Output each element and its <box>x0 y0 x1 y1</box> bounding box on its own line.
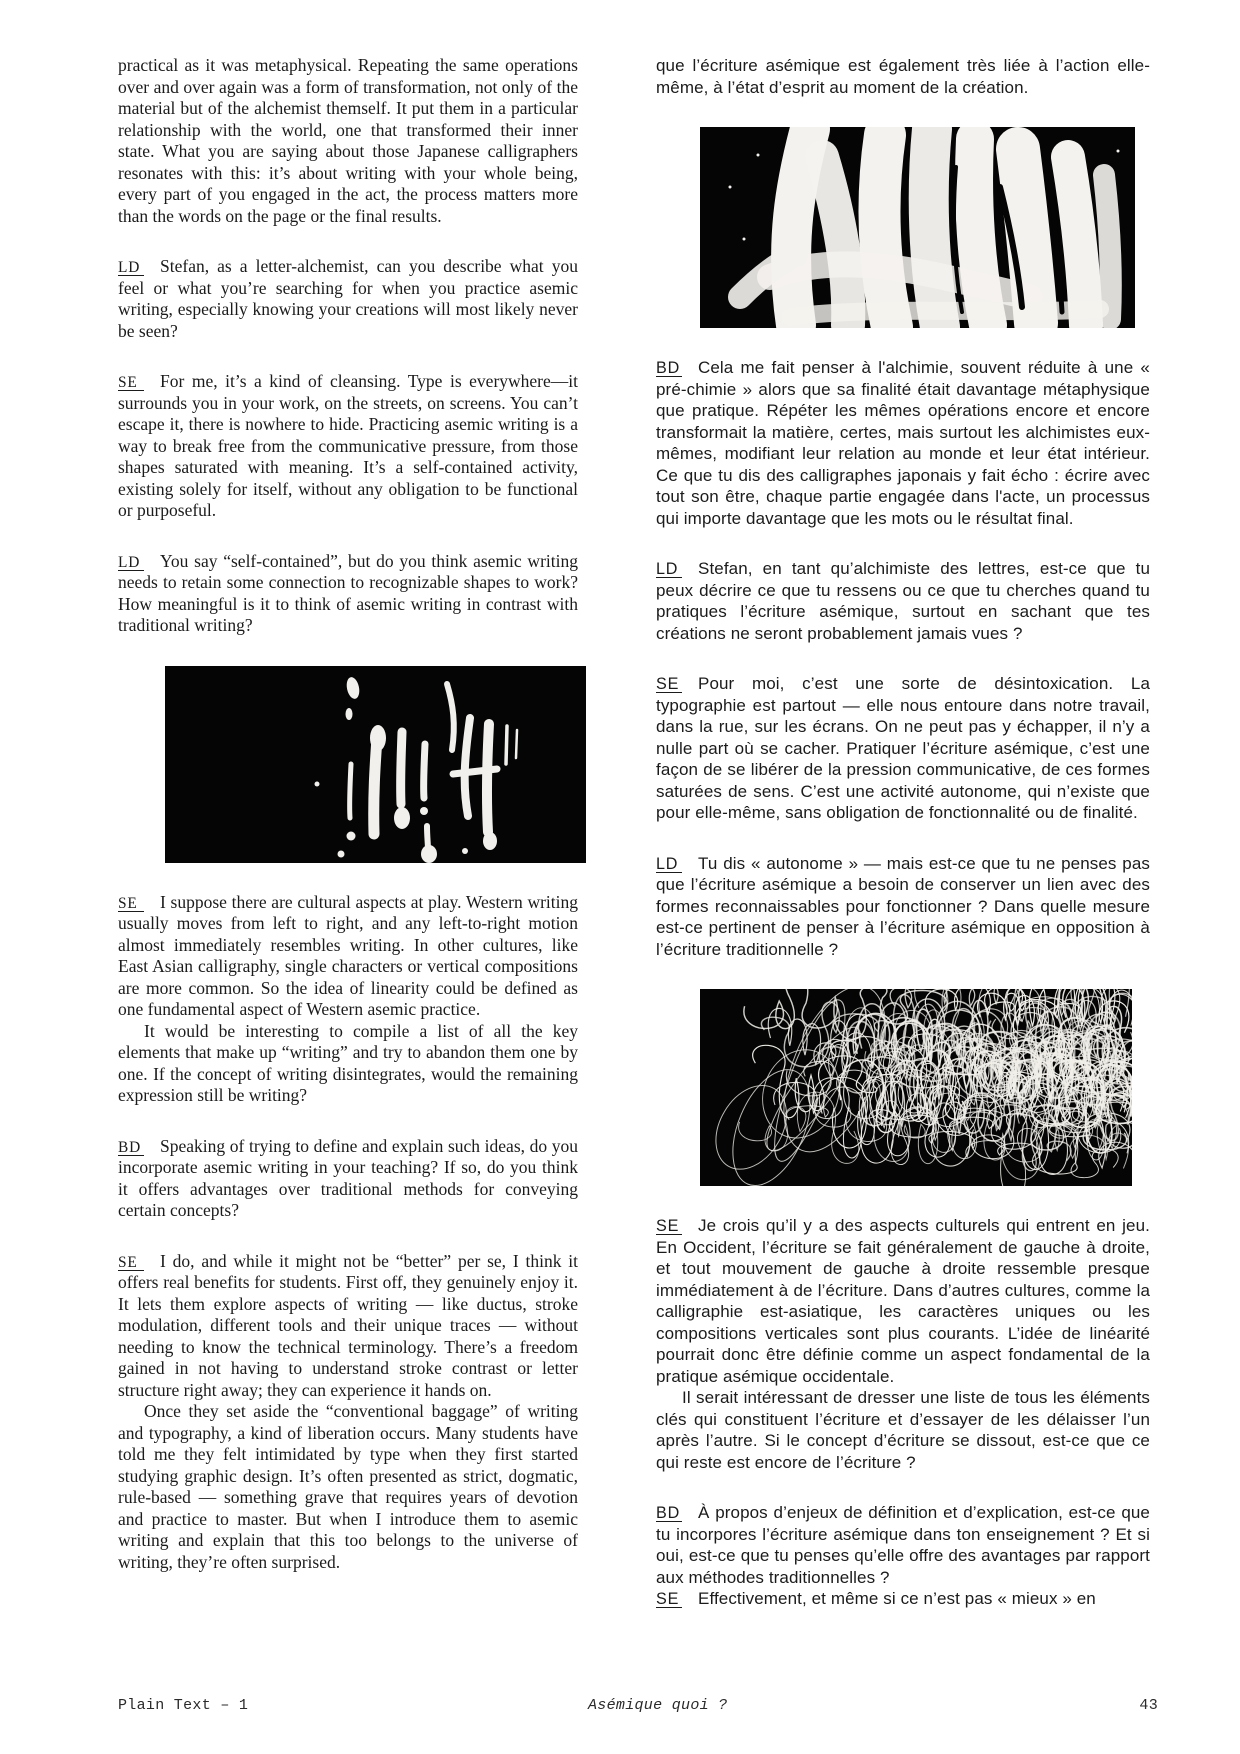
question-ld-fr-2 <box>656 853 1150 961</box>
question-ld-2 <box>118 551 578 637</box>
question-text: À propos d’enjeux de définition et d’explication, est-ce que tu incorpores l’écriture asémique dans ton enseignement ? Et si oui, est-ce que tu penses qu’elle offre des avantages par rapport aux méthodes traditionnelles ? <box>656 1503 1150 1587</box>
speaker-label-se: SE <box>118 375 144 391</box>
speaker-label-bd: BD <box>118 1140 144 1156</box>
body-text <box>656 1215 1150 1387</box>
body-text: It would be interesting to compile a list of all the key elements that make up “writing” and try to abandon them one by one. If the concept of writing disintegrates, would the remaining expression still be writing? <box>118 1020 578 1105</box>
body-text <box>656 558 1150 644</box>
body-text <box>118 551 578 637</box>
figure-ink-drips <box>165 666 578 863</box>
question-text: Tu dis « autonome » — mais est-ce que tu ne penses pas que l’écriture asémique a besoin de conserver un lien avec des formes reconnaissables pour fonctionner ? Dans quelle mesure est-ce pertinent de penser à l’écriture asémique en opposition à l’écriture traditionnelle ? <box>656 853 1150 959</box>
speaker-label-ld: LD <box>656 561 682 578</box>
answer-text: I suppose there are cultural aspects at play. Western writing usually moves from left to right, and any left-to-right motion almost immediately resembles writing. In other cultures, like East Asian calligraphy, single characters or vertical compositions are more common. So the idea of linearity could be defined as one fundamental aspect of Western asemic practice. <box>118 891 578 1019</box>
paragraph-continuation <box>118 55 578 227</box>
question-text: Speaking of trying to define and explain such ideas, do you incorporate asemic writing in your teaching? If so, do you think it offers advantages over traditional methods for conveying certain concepts? <box>118 1135 578 1220</box>
speaker-label-se: SE <box>656 676 682 693</box>
speaker-label-ld: LD <box>118 260 144 276</box>
body-text: Il serait intéressant de dresser une liste de tous les éléments clés qui constituent l’écriture et d’essayer de les délaisser l’un après l’autre. Si le concept d’écriture se dissout, est-ce que ce qui reste est encore de l’écriture ? <box>656 1388 1150 1472</box>
footer-publication-title: Plain Text – 1 <box>118 1697 249 1714</box>
speaker-label-se: SE <box>118 1255 144 1271</box>
column-english <box>118 55 578 1573</box>
speaker-label-bd: BD <box>656 359 681 377</box>
body-text: que l’écriture asémique est également très liée à l’action elle-même, à l’état d’esprit au moment de la création. <box>656 56 1150 97</box>
answer-text: I do, and while it might not be “better” per se, I think it offers real benefits for students. First off, they genuinely enjoy it. It lets them explore aspects of writing — like ductus, stroke modulation, different tools and their unique traces — without needing to know the technical terminology. There’s a freedom gained in not having to understand stroke contrast or letter structure right away; they can experience it hands on. <box>118 1250 578 1400</box>
footer-article-title: Asémique quoi ? <box>588 1697 728 1714</box>
answer-text: Pour moi, c’est une sorte de désintoxication. La typographie est partout — elle nous entoure dans notre travail, dans la rue, sur les écrans. On ne peut pas y échapper, il n’y a nulle part où se cacher. Pratiquer l’écriture asémique, c’est une façon de se libérer de la pression communicative, de ces formes saturées de sens. C’est une activité autonome, qui n’existe que pour elle-même, sans obligation de fonctionnalité ou de finalité. <box>656 674 1150 822</box>
body-text <box>118 371 578 522</box>
question-ld-fr-1 <box>656 558 1150 644</box>
speaker-label-se: SE <box>118 896 144 912</box>
body-text <box>118 892 578 1021</box>
question-bd-1 <box>118 1136 578 1222</box>
speaker-label-ld: LD <box>118 555 144 571</box>
body-text: Once they set aside the “conventional baggage” of writing and typography, a kind of liberation occurs. Many students have told me they felt intimidated by type when they first started studying graphic design. It’s often presented as strict, dogmatic, rule-based — something grave that requires years of devotion and practice to master. But when I introduce them to asemic writing and explain that this too belongs to the universe of writing, they’re often surprised. <box>118 1401 578 1572</box>
body-text <box>656 1502 1150 1588</box>
body-text <box>656 673 1150 824</box>
answer-text: Je crois qu’il y a des aspects culturels qui entrent en jeu. En Occident, l’écriture se fait généralement de gauche à droite, et tout mouvement de gauche à droite ressemble presque immédiatement à de l’écriture. Dans d’autres cultures, comme la calligraphie est-asiatique, les caractères uniques ou les compositions verticales sont plus courants. L’idée de linéarité pourrait donc être définie comme un aspect fondamental de la pratique asémique occidentale. <box>656 1216 1150 1386</box>
figure-scribbles <box>700 989 1150 1186</box>
footer-page-number: 43 <box>1139 1697 1158 1714</box>
question-ld-1 <box>118 256 578 342</box>
speaker-label-se: SE <box>656 1218 682 1235</box>
answer-se-3 <box>118 1251 578 1574</box>
answer-se-fr-2 <box>656 1215 1150 1473</box>
body-text: practical as it was metaphysical. Repeating the same operations over and over again was a form of transformation, not only of the material but of the alchemist themself. It put them in a particular relationship with the world, one that transformed their inner state. What you are saying about those Japanese calligraphers resonates with this: it’s about writing with your whole being, every part of you engaged in the act, the process matters more than the words on the page or the final results. <box>118 55 578 226</box>
body-text <box>656 1588 1150 1610</box>
paragraph-continuation-fr <box>656 55 1150 98</box>
speaker-label-se: SE <box>656 1591 682 1608</box>
brush-strokes-image <box>700 127 1135 328</box>
question-bd-fr-2 <box>656 1502 1150 1588</box>
question-text: Stefan, en tant qu’alchimiste des lettres, est-ce que tu peux décrire ce que tu ressens ou ce que tu cherches quand tu pratiques l’écriture asémique, surtout en sachant que tes créations ne seront probablement jamais vues ? <box>656 559 1150 643</box>
answer-se-fr-1 <box>656 673 1150 824</box>
ink-drips-image <box>165 666 586 863</box>
question-text: You say “self-contained”, but do you think asemic writing needs to retain some connection to recognizable shapes to work? How meaningful is it to think of asemic writing in contrast with traditional writing? <box>118 550 578 635</box>
answer-text: Effectivement, et même si ce n’est pas « mieux » en <box>698 1589 1096 1608</box>
answer-se-1 <box>118 371 578 522</box>
speaker-label-ld: LD <box>656 856 682 873</box>
answer-se-fr-3 <box>656 1588 1150 1610</box>
body-text <box>656 853 1150 961</box>
figure-brush-strokes <box>700 127 1150 328</box>
body-text <box>118 256 578 342</box>
body-text <box>656 357 1150 529</box>
column-french <box>656 55 1150 1610</box>
body-text <box>118 1251 578 1402</box>
question-bd-fr <box>656 357 1150 529</box>
body-text <box>118 1136 578 1222</box>
answer-se-2 <box>118 892 578 1107</box>
answer-text: For me, it’s a kind of cleansing. Type is everywhere—it surrounds you in your work, on the streets, on screens. You can’t escape it, there is nowhere to hide. Practicing asemic writing is a way to break free from the communicative pressure, from those shapes saturated with meaning. It’s a self-contained activity, existing solely for itself, without any obligation to be functional or purposeful. <box>118 371 578 520</box>
scribbles-image <box>700 989 1132 1186</box>
question-text: Cela me fait penser à l'alchimie, souvent réduite à une « pré-chimie » alors que sa finalité était davantage métaphysique que pratique. Répéter les mêmes opérations encore et encore transformait la matière, certes, mais surtout les alchimistes eux-mêmes, modifiant leur relation au monde et leur état intérieur. Ce que tu dis des calligraphes japonais y fait écho : écrire avec tout son être, chaque partie engagée dans l'acte, un processus qui importe davantage que les mots ou le résultat final. <box>656 358 1150 528</box>
speaker-label-bd: BD <box>656 1504 681 1522</box>
question-text: Stefan, as a letter-alchemist, can you describe what you feel or what you’re searching for when you practice asemic writing, especially knowing your creations will most likely never be seen? <box>118 256 578 341</box>
